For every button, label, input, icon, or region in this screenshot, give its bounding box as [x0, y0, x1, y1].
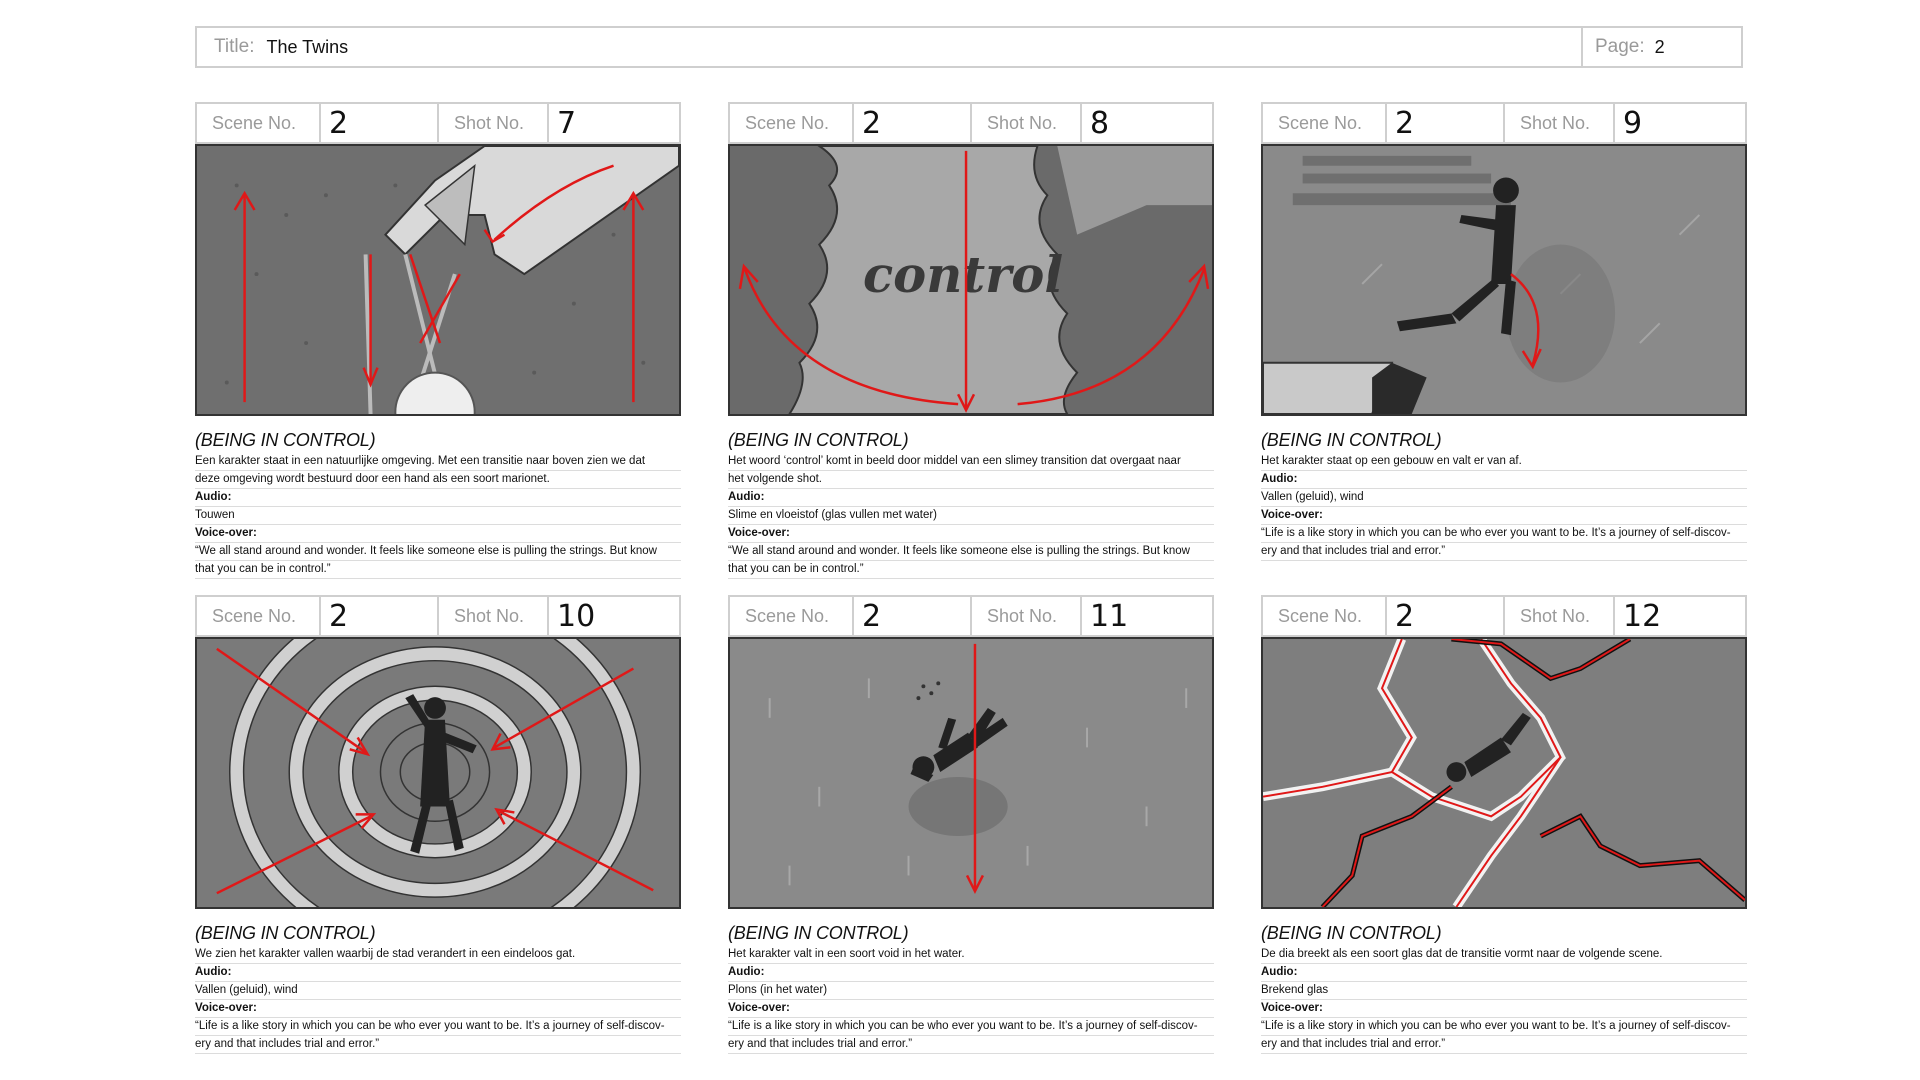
storyboard-title-bar — [195, 26, 1743, 68]
shot-label: Shot No. — [972, 104, 1082, 142]
sketch-void-water — [728, 637, 1214, 909]
panel-heading: (BEING IN CONTROL) — [728, 430, 909, 450]
description-line-1: De dia breekt als een soort glas dat de transitie vormt naar de volgende scene. — [1261, 946, 1747, 964]
page-label: Page: — [1595, 36, 1645, 57]
voice-over-label: Voice-over: — [195, 1000, 681, 1018]
scene-number: 2 — [321, 104, 439, 142]
audio-label: Audio: — [728, 489, 1214, 507]
shot-number: 7 — [557, 105, 577, 141]
audio-value: Touwen — [195, 507, 681, 525]
voice-over-line-1: “Life is a like story in which you can be who ever you want to be. It’s a journey of self-discov- — [195, 1018, 681, 1036]
panel-header — [1261, 595, 1747, 637]
audio-label: Audio: — [1261, 471, 1747, 489]
description-line-2: deze omgeving wordt bestuurd door een hand als een soort marionet. — [195, 471, 681, 489]
description-line-1: Het woord ‘control’ komt in beeld door middel van een slimey transition dat overgaat naar — [728, 453, 1214, 471]
sketch-control-slime — [728, 144, 1214, 416]
panel-description — [728, 923, 1214, 1054]
voice-over-line-2: that you can be in control.” — [195, 561, 681, 579]
shot-label: Shot No. — [439, 104, 549, 142]
scene-label: Scene No. — [730, 597, 854, 635]
panel-heading: (BEING IN CONTROL) — [728, 923, 909, 943]
audio-value: Vallen (geluid), wind — [1261, 489, 1747, 507]
description-line-1: Een karakter staat in een natuurlijke omgeving. Met een transitie naar boven zien we dat — [195, 453, 681, 471]
description-line-1: Het karakter valt in een soort void in het water. — [728, 946, 1214, 964]
voice-over-line-1: “Life is a like story in which you can be who ever you want to be. It’s a journey of self-discov- — [1261, 1018, 1747, 1036]
audio-value: Vallen (geluid), wind — [195, 982, 681, 1000]
shot-number: 12 — [1623, 598, 1662, 634]
sketch-breaking-glass — [1261, 637, 1747, 909]
scene-label: Scene No. — [730, 104, 854, 142]
scene-label: Scene No. — [1263, 597, 1387, 635]
voice-over-label: Voice-over: — [195, 525, 681, 543]
sketch-falling-from-building — [1261, 144, 1747, 416]
control-word: control — [862, 245, 1064, 304]
panel-header — [728, 102, 1214, 144]
scene-number: 2 — [1387, 104, 1505, 142]
shot-label: Shot No. — [439, 597, 549, 635]
voice-over-line-1: “Life is a like story in which you can be who ever you want to be. It’s a journey of self-discov- — [1261, 525, 1747, 543]
scene-number: 2 — [321, 597, 439, 635]
voice-over-line-2: ery and that includes trial and error.” — [728, 1036, 1214, 1054]
scene-label: Scene No. — [1263, 104, 1387, 142]
scene-label: Scene No. — [197, 597, 321, 635]
storyboard-panel-shot-10 — [195, 595, 681, 1054]
storyboard-panel-shot-8 — [728, 102, 1214, 579]
panel-description — [1261, 923, 1747, 1054]
voice-over-line-2: that you can be in control.” — [728, 561, 1214, 579]
panel-description — [195, 923, 681, 1054]
voice-over-line-1: “We all stand around and wonder. It feels like someone else is pulling the strings. But know — [195, 543, 681, 561]
voice-over-label: Voice-over: — [1261, 1000, 1747, 1018]
description-line-1: Het karakter staat op een gebouw en valt er van af. — [1261, 453, 1747, 471]
shot-number: 11 — [1090, 598, 1129, 634]
title-label: Title: — [214, 36, 255, 57]
audio-value: Plons (in het water) — [728, 982, 1214, 1000]
voice-over-line-2: ery and that includes trial and error.” — [1261, 543, 1747, 561]
page-box — [1581, 26, 1741, 68]
panel-heading: (BEING IN CONTROL) — [1261, 923, 1442, 943]
audio-label: Audio: — [195, 489, 681, 507]
voice-over-label: Voice-over: — [728, 1000, 1214, 1018]
panel-description — [728, 430, 1214, 579]
scene-label: Scene No. — [197, 104, 321, 142]
audio-label: Audio: — [1261, 964, 1747, 982]
sketch-endless-hole — [195, 637, 681, 909]
storyboard-panel-shot-12 — [1261, 595, 1747, 1054]
shot-label: Shot No. — [1505, 597, 1615, 635]
audio-value: Brekend glas — [1261, 982, 1747, 1000]
shot-number: 10 — [557, 598, 596, 634]
panel-heading: (BEING IN CONTROL) — [195, 430, 376, 450]
panel-header — [1261, 102, 1747, 144]
panel-header — [195, 102, 681, 144]
shot-label: Shot No. — [972, 597, 1082, 635]
audio-label: Audio: — [728, 964, 1214, 982]
panel-header — [728, 595, 1214, 637]
shot-label: Shot No. — [1505, 104, 1615, 142]
panel-header — [195, 595, 681, 637]
storyboard-panel-shot-11 — [728, 595, 1214, 1054]
title-value: The Twins — [266, 36, 349, 57]
panel-heading: (BEING IN CONTROL) — [195, 923, 376, 943]
sketch-puppet-hand — [195, 144, 681, 416]
description-line-1: We zien het karakter vallen waarbij de stad verandert in een eindeloos gat. — [195, 946, 681, 964]
scene-number: 2 — [854, 104, 972, 142]
voice-over-line-2: ery and that includes trial and error.” — [1261, 1036, 1747, 1054]
shot-number: 8 — [1090, 105, 1110, 141]
audio-value: Slime en vloeistof (glas vullen met water) — [728, 507, 1214, 525]
voice-over-label: Voice-over: — [1261, 507, 1747, 525]
page-value: 2 — [1654, 36, 1665, 57]
storyboard-panel-shot-7 — [195, 102, 681, 579]
scene-number: 2 — [1387, 597, 1505, 635]
panel-description — [1261, 430, 1747, 561]
voice-over-line-1: “We all stand around and wonder. It feels like someone else is pulling the strings. But know — [728, 543, 1214, 561]
description-line-2: het volgende shot. — [728, 471, 1214, 489]
panel-heading: (BEING IN CONTROL) — [1261, 430, 1442, 450]
scene-number: 2 — [854, 597, 972, 635]
voice-over-line-1: “Life is a like story in which you can be who ever you want to be. It’s a journey of self-discov- — [728, 1018, 1214, 1036]
audio-label: Audio: — [195, 964, 681, 982]
storyboard-panel-shot-9 — [1261, 102, 1747, 561]
voice-over-label: Voice-over: — [728, 525, 1214, 543]
shot-number: 9 — [1623, 105, 1643, 141]
panel-description — [195, 430, 681, 579]
voice-over-line-2: ery and that includes trial and error.” — [195, 1036, 681, 1054]
